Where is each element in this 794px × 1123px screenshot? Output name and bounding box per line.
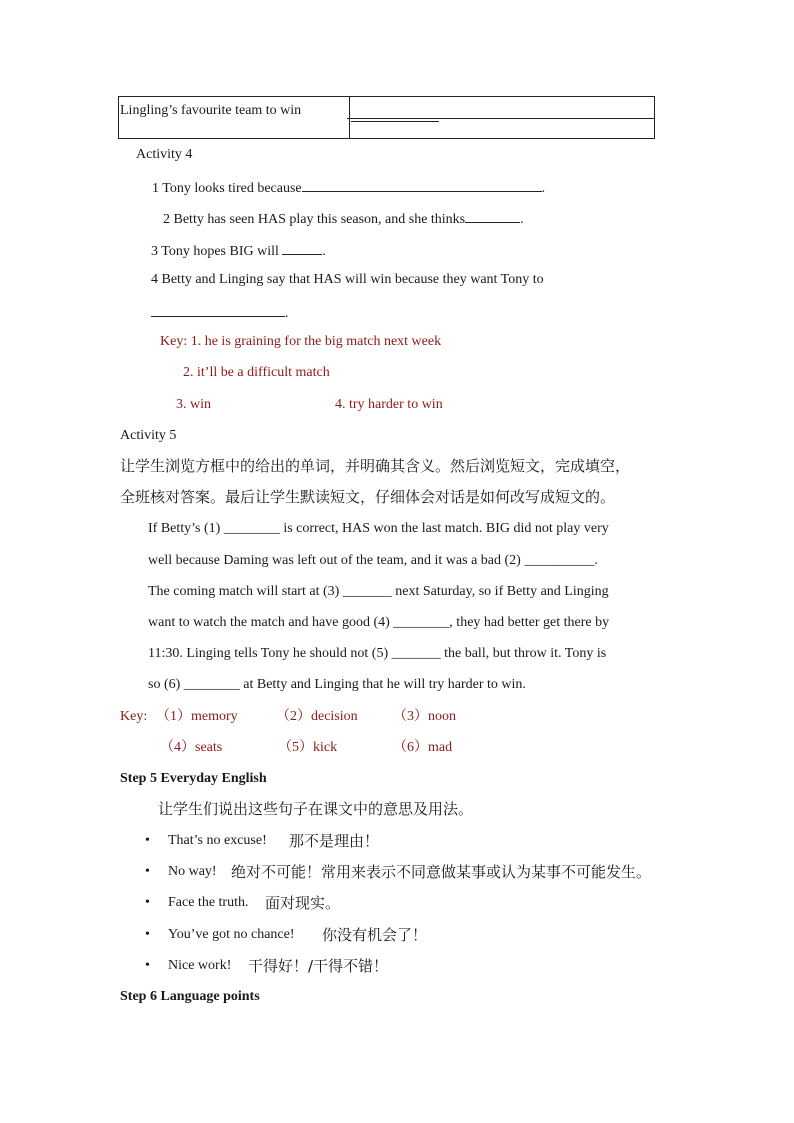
activity5-instruction-1: 让学生浏览方框中的给出的单词，并明确其含义。然后浏览短文，完成填空， bbox=[120, 457, 631, 475]
activity4-q2: 2 Betty has seen HAS play this season, and she thinks . bbox=[163, 208, 524, 229]
bullet-icon: • bbox=[145, 864, 150, 879]
list-item bbox=[145, 894, 341, 912]
activity5-key-4: （4）seats bbox=[160, 740, 223, 755]
activity5-key-2: （2）decision bbox=[276, 709, 358, 724]
activity4-key4: 4. try harder to win bbox=[335, 397, 443, 412]
activity5-passage-line-6: so (6) ________ at Betty and Linging that he will try harder to win. bbox=[148, 677, 526, 692]
step5-heading: Step 5 Everyday English bbox=[120, 771, 267, 786]
activity4-key3: 3. win bbox=[176, 397, 211, 412]
activity4-key2: 2. it’ll be a difficult match bbox=[183, 365, 330, 380]
activity5-key-1: （1）memory bbox=[156, 709, 238, 724]
activity4-q3: 3 Tony hopes BIG will . bbox=[151, 240, 326, 261]
activity4-q3-blank[interactable] bbox=[282, 240, 322, 255]
activity5-passage-line-3: The coming match will start at (3) _______ next Saturday, so if Betty and Linging bbox=[148, 584, 609, 599]
activity5-passage-line-1: If Betty’s (1) ________ is correct, HAS won the last match. BIG did not play very bbox=[148, 521, 609, 536]
list-item bbox=[145, 832, 380, 850]
phrase-en: Nice work! bbox=[168, 958, 232, 973]
activity4-q1-text: 1 Tony looks tired because bbox=[152, 181, 302, 196]
activity5-key-6: （6）mad bbox=[393, 740, 453, 755]
table-label: Lingling’s favourite team to win bbox=[120, 103, 302, 118]
activity5-passage-line-5: 11:30. Linging tells Tony he should not (5) _______ the ball, but throw it. Tony is bbox=[148, 646, 607, 661]
activity5-key-label: Key: bbox=[120, 709, 148, 724]
list-item bbox=[145, 957, 389, 975]
activity5-key-3: （3）noon bbox=[393, 709, 456, 724]
phrase-zh: 绝对不可能！常用来表示不同意做某事或认为某事不可能发生。 bbox=[231, 863, 652, 881]
list-item bbox=[145, 926, 428, 944]
bullet-icon: • bbox=[145, 895, 150, 910]
phrase-zh: 你没有机会了！ bbox=[322, 926, 428, 944]
activity4-q1: 1 Tony looks tired because . bbox=[152, 177, 545, 198]
phrase-zh: 面对现实。 bbox=[265, 894, 341, 912]
bullet-icon: • bbox=[145, 927, 150, 942]
activity4-q2-blank[interactable] bbox=[465, 208, 520, 223]
phrase-en: Face the truth. bbox=[168, 895, 249, 910]
activity4-q2-text: 2 Betty has seen HAS play this season, and she thinks bbox=[163, 212, 466, 227]
phrase-en: You’ve got no chance! bbox=[168, 927, 295, 942]
activity5-passage-line-4: want to watch the match and have good (4) ________, they had better get there by bbox=[148, 615, 610, 630]
phrase-en: That’s no excuse! bbox=[168, 833, 267, 848]
bullet-icon: • bbox=[145, 833, 150, 848]
phrase-en: No way! bbox=[168, 864, 217, 879]
activity5-key-5: （5）kick bbox=[278, 740, 338, 755]
step5-intro: 让学生们说出这些句子在课文中的意思及用法。 bbox=[158, 800, 474, 818]
activity4-q4-blank[interactable] bbox=[151, 302, 285, 317]
step6-heading: Step 6 Language points bbox=[120, 989, 260, 1004]
activity4-heading: Activity 4 bbox=[136, 147, 193, 162]
bullet-icon: • bbox=[145, 958, 150, 973]
activity5-heading: Activity 5 bbox=[120, 428, 177, 443]
activity4-q4-line2: . bbox=[151, 302, 289, 323]
activity4-q1-blank[interactable] bbox=[302, 177, 542, 192]
activity5-passage-line-2: well because Daming was left out of the team, and it was a bad (2) __________. bbox=[148, 553, 598, 568]
activity4-q3-text: 3 Tony hopes BIG will bbox=[151, 244, 279, 259]
table-label-cell bbox=[119, 97, 350, 139]
table-inner-line bbox=[347, 118, 654, 119]
activity4-q4: 4 Betty and Linging say that HAS will win because they want Tony to bbox=[151, 272, 544, 287]
activity4-key1: Key: 1. he is graining for the big match next week bbox=[160, 334, 442, 349]
phrase-zh: 干得好！/干得不错！ bbox=[248, 957, 389, 975]
list-item bbox=[145, 863, 652, 881]
phrase-zh: 那不是理由！ bbox=[289, 832, 380, 850]
activity5-instruction-2: 全班核对答案。最后让学生默读短文，仔细体会对话是如何改写成短文的。 bbox=[120, 488, 616, 506]
